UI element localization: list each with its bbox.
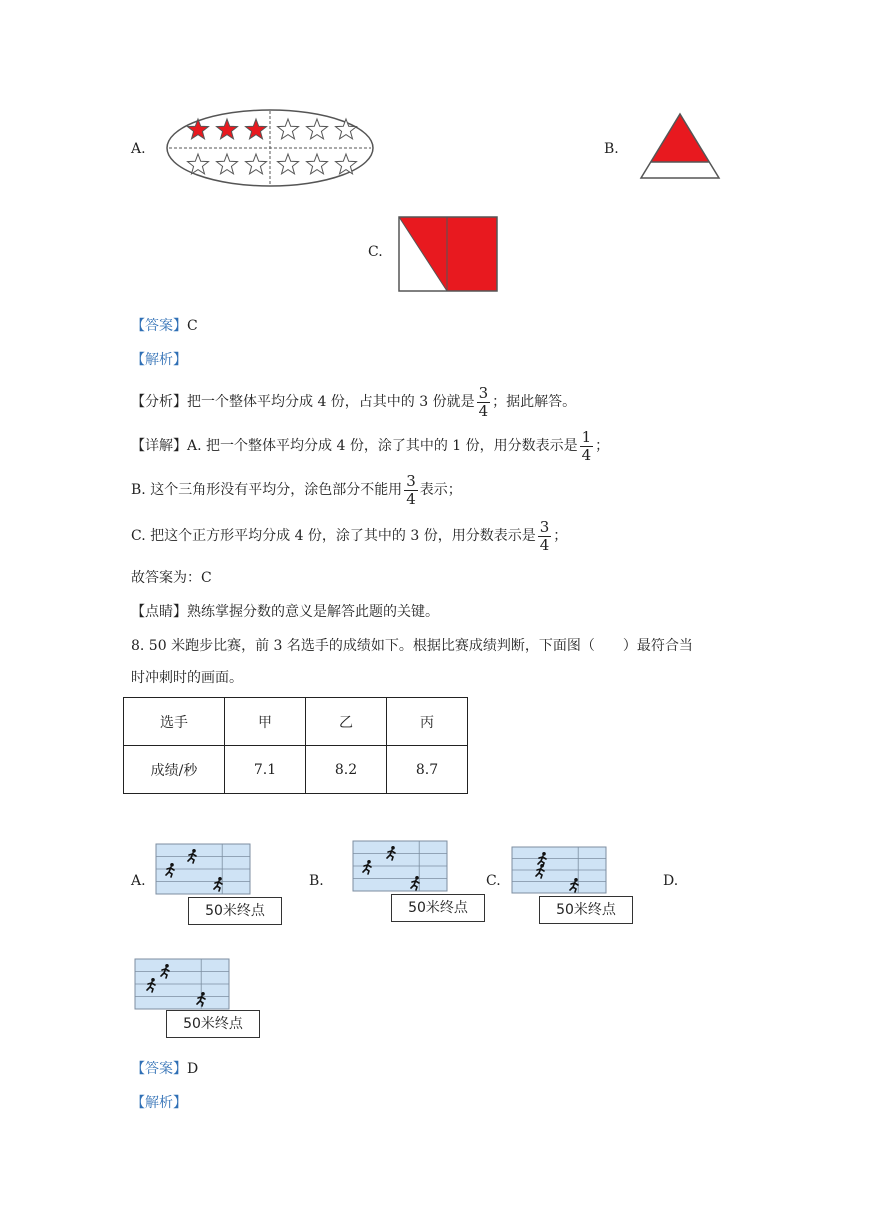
empty-star-icon (188, 154, 209, 174)
stars-ellipse-figure (165, 108, 375, 188)
track-figure-d (134, 958, 230, 1010)
empty-star-icon (307, 154, 328, 174)
q8-analysis-tag: 【解析】 (131, 1095, 187, 1111)
table-cell: 8.7 (387, 746, 468, 794)
q7-fenxi: 【分析】把一个整体平均分成 4 份，占其中的 3 份就是 $\frac{3}{4}$ ；据此解答。 (131, 383, 577, 420)
q7-dianjing: 【点睛】熟练掌握分数的意义是解答此题的关键。 (131, 604, 439, 620)
table-row (124, 698, 468, 746)
fraction-one-quarter: $\frac{1}{4}$ (581, 427, 592, 464)
track-figure-b (352, 840, 448, 892)
fraction-three-quarters: $\frac{3}{4}$ (539, 517, 550, 554)
track-figure-a (155, 843, 251, 895)
option-b-label: B. (309, 873, 324, 889)
fraction-three-quarters: $\frac{3}{4}$ (406, 471, 416, 508)
option-d-label: D. (663, 873, 679, 889)
table-row (124, 746, 468, 794)
table-cell: 甲 (225, 698, 306, 746)
score-table (123, 697, 468, 794)
empty-star-icon (278, 119, 299, 139)
square-figure (397, 215, 499, 293)
track-figure-c (511, 846, 607, 894)
table-cell: 成绩/秒 (124, 746, 225, 794)
finish-label-box: 50米终点 (166, 1010, 260, 1038)
empty-star-icon (217, 154, 238, 174)
empty-star-icon (246, 154, 267, 174)
option-b-label: B. (604, 141, 619, 157)
finish-label-box: 50米终点 (539, 896, 633, 924)
finish-label-box: 50米终点 (188, 897, 282, 925)
empty-star-icon (278, 154, 299, 174)
q7-analysis-tag: 【解析】 (131, 352, 187, 368)
finish-label-box: 50米终点 (391, 894, 485, 922)
table-cell: 乙 (306, 698, 387, 746)
empty-star-icon (336, 119, 357, 139)
q8-question-line2: 时冲刺时的画面。 (131, 670, 243, 686)
option-c-label: C. (368, 244, 383, 260)
fraction-three-quarters: $\frac{3}{4}$ (478, 383, 489, 420)
option-c-label: C. (486, 873, 501, 889)
triangle-figure (639, 112, 721, 180)
option-a-label: A. (131, 873, 146, 889)
table-cell: 7.1 (225, 746, 306, 794)
table-cell: 8.2 (306, 746, 387, 794)
q7-xiangjie-c: C. 把这个正方形平均分成 4 份，涂了其中的 3 份，用分数表示是 $\frac{3}{4}$ ； (131, 517, 568, 554)
q7-xiangjie-a: 【详解】A. 把一个整体平均分成 4 份，涂了其中的 1 份，用分数表示是 $\frac{1}{4}$ ； (131, 427, 610, 464)
empty-star-icon (307, 119, 328, 139)
q7-conclusion: 故答案为：C (131, 570, 212, 586)
q8-answer: 【答案】D (131, 1061, 199, 1077)
q8-question-line1: 8. 50 米跑步比赛，前 3 名选手的成绩如下。根据比赛成绩判断，下面图（ ）最符合当 (131, 638, 693, 654)
filled-star-icon (246, 119, 267, 139)
q7-answer: 【答案】C (131, 318, 198, 334)
filled-star-icon (217, 119, 238, 139)
table-cell: 选手 (124, 698, 225, 746)
q7-xiangjie-b: B. 这个三角形没有平均分，涂色部分不能用 $\frac{3}{4}$ 表示； (131, 471, 462, 508)
option-a-label: A. (131, 141, 146, 157)
filled-star-icon (188, 119, 209, 139)
table-cell: 丙 (387, 698, 468, 746)
